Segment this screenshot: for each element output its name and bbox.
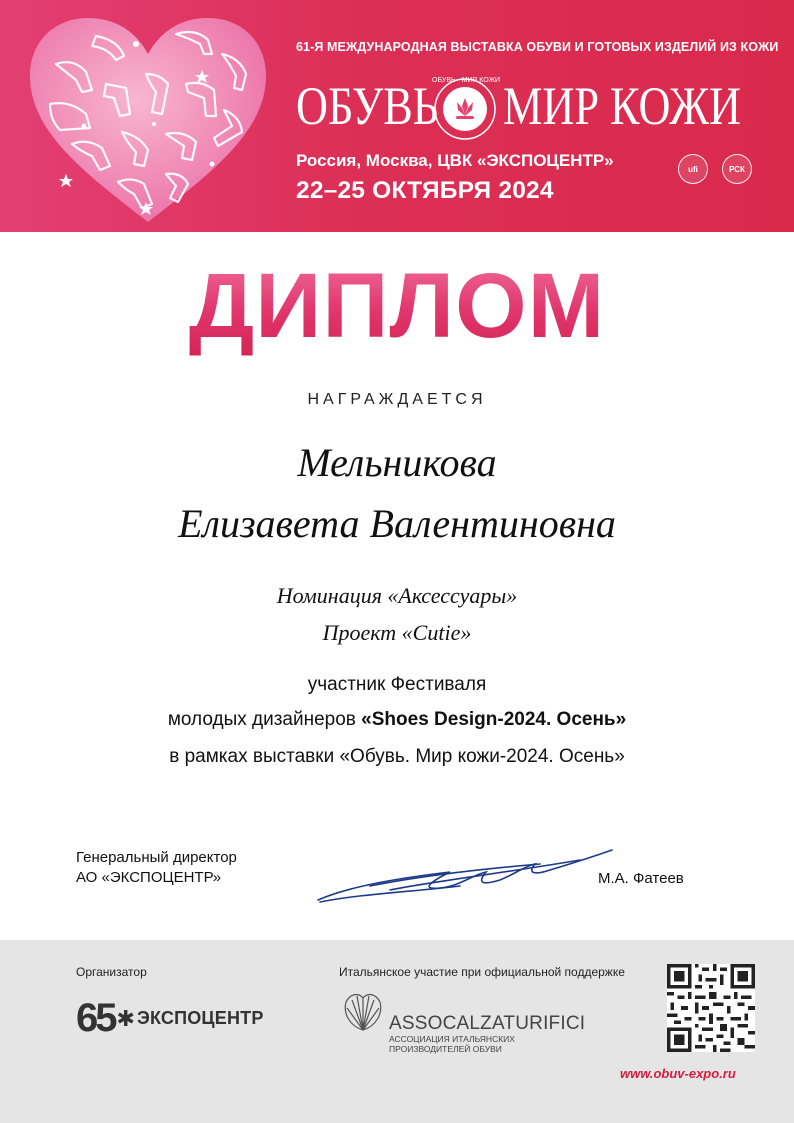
nomination: Номинация «Аксессуары» — [276, 583, 518, 608]
seal-caption: ОБУВЬ · МИР КОЖИ — [432, 77, 501, 84]
recipient-surname: Мельникова — [297, 440, 497, 485]
description-line-3: в рамках выставки «Обувь. Мир кожи-2024. Осень» — [169, 746, 625, 767]
brand-obuv: ОБУВЬ — [296, 76, 439, 136]
description-prefix: молодых дизайнеров — [167, 709, 362, 730]
partner-subtitle-line-2: ПРОИЗВОДИТЕЛЕЙ ОБУВИ — [389, 1044, 502, 1054]
rsk-badge: РСК — [722, 154, 752, 184]
signatory-name: М.А. Фатеев — [598, 870, 684, 887]
project: Проект «Cutie» — [322, 620, 472, 645]
expocentre-name: ЭКСПОЦЕНТР — [136, 1008, 264, 1028]
handwritten-signature — [310, 842, 620, 912]
awarded-label: НАГРАЖДАЕТСЯ — [307, 391, 487, 408]
signatory-role-line-1: Генеральный директор — [76, 849, 237, 866]
signatory-role — [76, 848, 237, 888]
partner-subtitle-line-1: АССОЦИАЦИЯ ИТАЛЬЯНСКИХ — [389, 1034, 515, 1044]
header-banner — [0, 0, 794, 232]
partner-name: ASSOCALZATURIFICI — [389, 1013, 586, 1034]
exhibition-location: Россия, Москва, ЦВК «ЭКСПОЦЕНТР» — [296, 151, 614, 170]
description-line-2 — [0, 707, 794, 733]
brand-mir-kozhi: МИР КОЖИ — [503, 76, 742, 136]
description-line-1: участник Фестиваля — [307, 674, 487, 695]
partner-subtitle — [389, 1034, 515, 1054]
ufi-badge: ufi — [678, 154, 708, 184]
exhibition-dates: 22–25 ОКТЯБРЯ 2024 — [296, 177, 554, 204]
support-label: Итальянское участие при официальной поддержке — [339, 965, 625, 979]
qr-code[interactable] — [667, 964, 755, 1052]
diploma-title: ДИПЛОМ — [0, 254, 794, 358]
website-link[interactable]: www.obuv-expo.ru — [620, 1066, 736, 1081]
assocalzaturifici-shell-icon — [340, 990, 386, 1034]
expocentre-logo — [76, 996, 264, 1041]
exhibition-subtitle: 61-Я МЕЖДУНАРОДНАЯ ВЫСТАВКА ОБУВИ И ГОТОВЫХ ИЗДЕЛИЙ ИЗ КОЖИ — [296, 40, 779, 54]
organizer-label: Организатор — [76, 965, 147, 979]
shoes-heart-illustration — [26, 14, 270, 228]
festival-name: «Shoes Design-2024. Осень» — [361, 709, 627, 730]
footer — [0, 940, 794, 1123]
signatory-role-line-2: АО «ЭКСПОЦЕНТР» — [76, 869, 222, 886]
expocentre-65: 65 — [76, 996, 115, 1040]
recipient-name: Елизавета Валентиновна — [178, 501, 616, 546]
star-icon: ✱ — [116, 1005, 135, 1031]
